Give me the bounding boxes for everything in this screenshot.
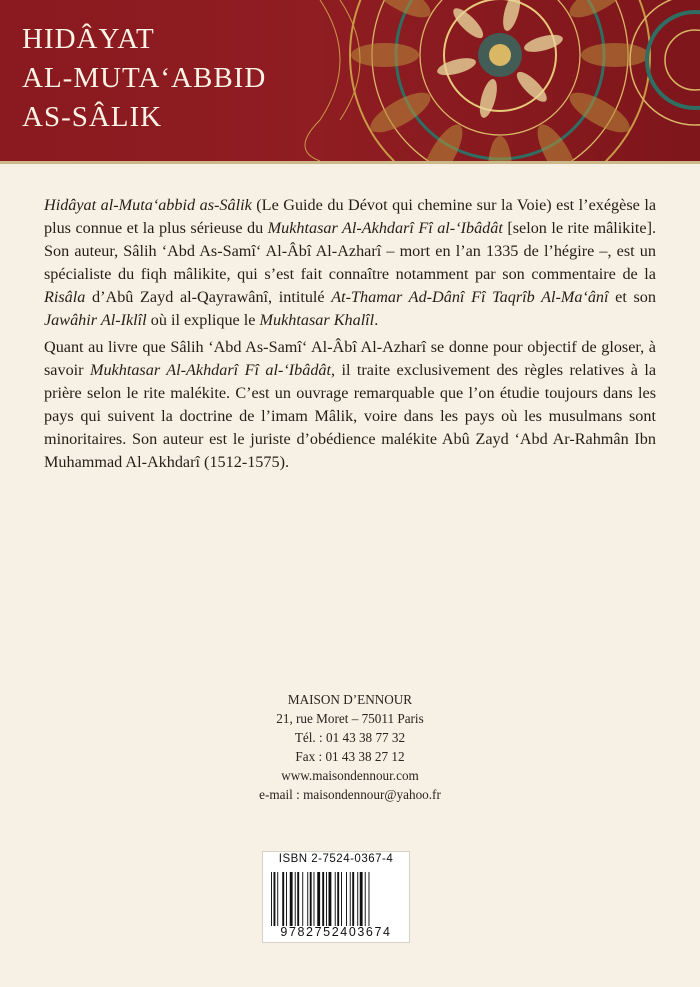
isbn-barcode	[262, 851, 410, 943]
barcode-bars-icon	[271, 872, 401, 926]
description-paragraph-2	[44, 336, 656, 474]
work-title-italic: Risâla	[44, 288, 86, 306]
text-run: et son	[608, 288, 656, 306]
publisher-website: www.maisondennour.com	[281, 768, 419, 783]
publisher-fax: Fax : 01 43 38 27 12	[295, 749, 405, 764]
header-divider	[0, 161, 700, 164]
book-title-italic: Hidâyat al-Muta‘abbid as-Sâlik	[44, 196, 252, 214]
work-title-italic: Mukhtasar Al-Akhdarî Fî al-‘Ibâdât	[89, 361, 332, 379]
work-title-italic: Mukhtasar Al-Akhdarî Fî al-‘Ibâdât	[267, 219, 503, 237]
publisher-block	[200, 690, 500, 804]
title-line-1: HIDÂYAT	[22, 23, 155, 55]
cover-header-band	[0, 0, 700, 161]
work-title-italic: Jawâhir Al-Iklîl	[44, 311, 147, 329]
publisher-phone: Tél. : 01 43 38 77 32	[294, 730, 406, 745]
isbn-label: ISBN 2-7524-0367-4	[278, 853, 394, 865]
publisher-name: MAISON D’ENNOUR	[287, 692, 413, 707]
back-cover-description	[44, 194, 656, 478]
work-title-italic: Mukhtasar Khalîl	[259, 311, 375, 329]
description-paragraph-1	[44, 194, 656, 332]
publisher-address: 21, rue Moret – 75011 Paris	[276, 711, 424, 726]
text-run: (Le Guide du Dévot qui chemine sur la Voie) est l’exégèse la plus connue et la plus sérieuse du	[44, 196, 656, 237]
text-run: Quant au livre que Sâlih ‘Abd As-Samî‘ Al-Âbî Al-Azharî se donne pour objectif de gloser, à savoir	[44, 338, 656, 379]
publisher-email: e-mail : maisondennour@yahoo.fr	[259, 787, 441, 802]
book-title	[22, 20, 266, 137]
work-title-italic: At-Thamar Ad-Dânî Fî Taqrîb Al-Ma‘ânî	[331, 288, 609, 306]
text-run: où il explique le	[146, 311, 260, 329]
arabesque-rosette-icon	[300, 0, 700, 161]
ean-number: 9782752403674	[280, 925, 392, 939]
text-run: .	[374, 311, 379, 329]
text-run: , il traite exclusivement des règles relatives à la prière selon le rite malékite. C’est un ouvrage remarquable que l’on étudie toujours dans les pays qui suivent la doctrine de l’imam Mâlik, voire dans les pays où les musulmans sont minoritaires. Son auteur est le juriste d’obédience malékite Abû Zayd ‘Abd Ar-Rahmân Ibn Muhammad Al-Akhdarî (1512-1575).	[44, 361, 657, 471]
title-line-2: AL-MUTA‘ABBID	[22, 62, 267, 94]
text-run: d’Abû Zayd al-Qayrawânî, intitulé	[85, 288, 332, 306]
text-run: [selon le rite mâlikite]. Son auteur, Sâlih ‘Abd As-Samî‘ Al-Âbî Al-Azharî – mort en l’an 1335 de l’hégire –, est un spécialiste du fiqh mâlikite, qui s’est fait connaître notamment par son commentaire de la	[44, 219, 657, 283]
title-line-3: AS-SÂLIK	[22, 101, 163, 133]
